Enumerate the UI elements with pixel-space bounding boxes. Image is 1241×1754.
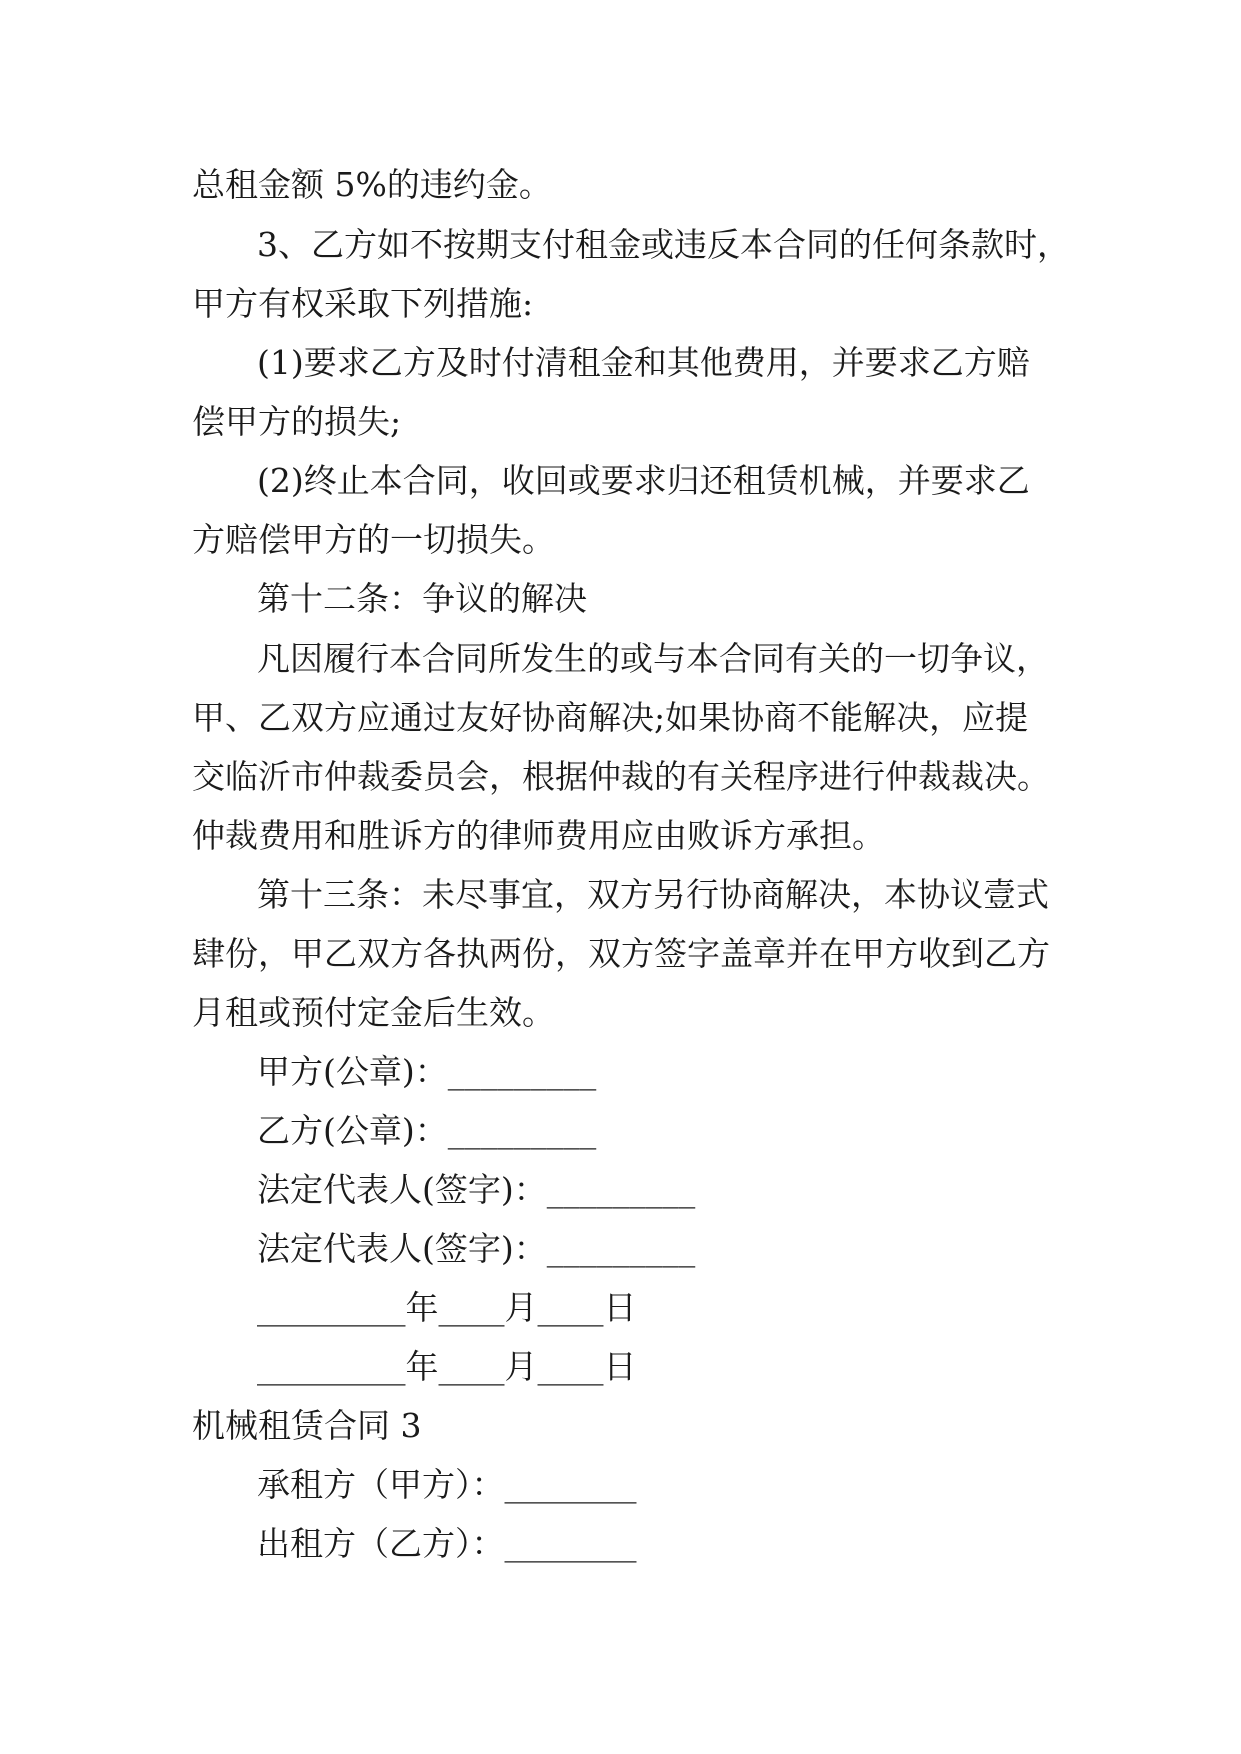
text-line: 第十三条：未尽事宜，双方另行协商解决，本协议壹式 — [257, 875, 1049, 914]
lessee-line: 承租方（甲方）：________ — [257, 1465, 637, 1504]
signature-line-legal-rep: 法定代表人(签字)：_________ — [257, 1170, 696, 1209]
date-line: _________年____月____日 — [257, 1288, 637, 1327]
text-line: 仲裁费用和胜诉方的律师费用应由败诉方承担。 — [192, 816, 885, 855]
text-line: (1)要求乙方及时付清租金和其他费用，并要求乙方赔 — [257, 343, 1030, 382]
text-line: 甲、乙双方应通过友好协商解决;如果协商不能解决，应提 — [192, 698, 1029, 737]
text-line: 凡因履行本合同所发生的或与本合同有关的一切争议， — [257, 639, 1049, 678]
lessor-line: 出租方（乙方）：________ — [257, 1524, 637, 1563]
text-line: 肆份，甲乙双方各执两份，双方签字盖章并在甲方收到乙方 — [192, 934, 1050, 973]
signature-line-party-a-seal: 甲方(公章)：_________ — [257, 1052, 597, 1091]
text-line: 交临沂市仲裁委员会，根据仲裁的有关程序进行仲裁裁决。 — [192, 757, 1050, 796]
text-line: 偿甲方的损失; — [192, 402, 402, 441]
document-title: 机械租赁合同 3 — [192, 1406, 422, 1445]
text-line: 月租或预付定金后生效。 — [192, 993, 555, 1032]
text-line: 总租金额 5%的违约金。 — [192, 165, 552, 204]
text-line: (2)终止本合同，收回或要求归还租赁机械，并要求乙 — [257, 461, 1030, 500]
date-line: _________年____月____日 — [257, 1347, 637, 1386]
text-line: 甲方有权采取下列措施: — [192, 284, 534, 323]
signature-line-legal-rep: 法定代表人(签字)：_________ — [257, 1229, 696, 1268]
section-heading: 第十二条：争议的解决 — [257, 579, 587, 618]
text-line: 方赔偿甲方的一切损失。 — [192, 520, 555, 559]
text-line: 3、乙方如不按期支付租金或违反本合同的任何条款时， — [257, 225, 1070, 264]
signature-line-party-b-seal: 乙方(公章)：_________ — [257, 1111, 597, 1150]
